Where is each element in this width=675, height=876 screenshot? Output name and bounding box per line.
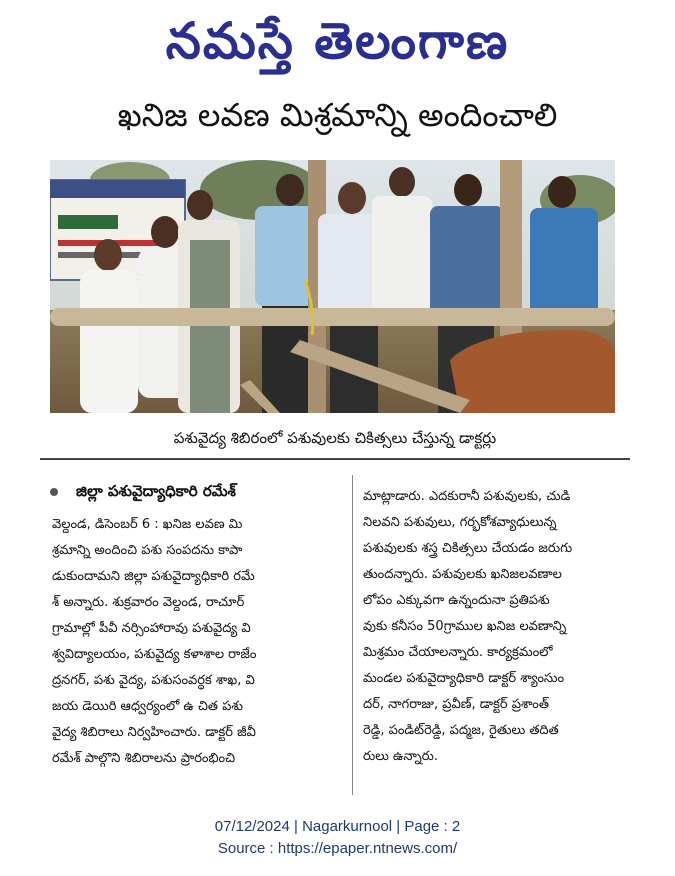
text-line: మాట్లాడారు. ఎదకురానీ పశువులకు, చుడి bbox=[363, 489, 571, 504]
text-line: గ్రామాల్లో పీవీ నర్సింహారావు పశువైద్య వి bbox=[52, 621, 251, 636]
photo-caption: పశువైద్య శిబిరంలో పశువులకు చికిత్సలు చేస్తున్న డాక్టర్లు bbox=[40, 418, 630, 460]
text-line: వెల్దండ, డిసెంబర్ 6 : ఖనిజ లవణ మి bbox=[52, 517, 243, 532]
column-divider bbox=[352, 475, 353, 795]
text-line: మండల పశువైద్యాధికారి డాక్టర్ శ్యాంసుం bbox=[363, 671, 565, 686]
text-line: రులు ఉన్నారు. bbox=[363, 749, 439, 764]
text-line: శ్ అన్నారు. శుక్రవారం వెల్దండ, రాచూర్ bbox=[52, 595, 245, 610]
article-column-right bbox=[363, 484, 635, 770]
footer-date-edition: 07/12/2024 | Nagarkurnool | Page : 2 bbox=[214, 818, 461, 835]
article-subheading bbox=[50, 482, 350, 504]
text-line: రమేశ్ పాల్గొని శిబిరాలను ప్రారంభించి bbox=[52, 751, 236, 766]
wooden-log bbox=[50, 308, 615, 326]
masthead-title: నమస్తే తెలంగాణ bbox=[165, 12, 510, 70]
text-line: దర్, నాగరాజు, ప్రవీణ్, డాక్టర్ ప్రశాంత్ bbox=[363, 697, 550, 712]
text-line: పశువులకు శస్త్ర చికిత్సలు చేయడం జరుగు bbox=[363, 541, 573, 556]
text-line: రెడ్డి, పండిట్‌రెడ్డి, పద్మజ, రైతులు తదిత bbox=[363, 723, 559, 738]
text-line: జయ డెయిరి ఆధ్వర్యంలో ఉ చిత పశు bbox=[52, 699, 244, 714]
text-line: డుకుందామని జిల్లా పశువైద్యాధికారి రమే bbox=[52, 569, 255, 584]
text-line: మిశ్రమం చేయాలన్నారు. కార్యక్రమంలో bbox=[363, 645, 553, 660]
text-line: నిలవని పశువులు, గర్భకోశవ్యాధులున్న bbox=[363, 515, 557, 530]
bullet-icon bbox=[50, 488, 58, 496]
text-line: వైద్య శిబిరాలు నిర్వహించారు. డాక్టర్ జీవీ bbox=[52, 725, 256, 740]
text-line: వుకు కనీసం 50గ్రాముల ఖనిజ లవణాన్ని bbox=[363, 619, 567, 634]
text-line: తుందన్నారు. పశువులకు ఖనిజలవణాల bbox=[363, 567, 562, 582]
text-line: ద్రనగర్, పశు వైద్య, పశుసంవర్ధక శాఖ, వి bbox=[52, 673, 255, 688]
article-photo bbox=[50, 160, 615, 413]
subheading-text: జిల్లా పశువైద్యాధికారి రమేశ్ bbox=[76, 482, 236, 500]
text-line: లోపం ఎక్కువగా ఉన్నందునా ప్రతిపశు bbox=[363, 593, 550, 608]
text-line: శ్వవిద్యాలయం, పశువైద్య కళాశాల రాజేం bbox=[52, 647, 257, 662]
newspaper-masthead bbox=[0, 0, 675, 82]
footer-source: Source : https://epaper.ntnews.com/ bbox=[217, 840, 458, 857]
article-headline: ఖనిజ లవణ మిశ్రమాన్ని అందించాలి bbox=[117, 96, 558, 134]
text-line: శ్రమాన్ని అందించి పశు సంపదను కాపా bbox=[52, 543, 243, 558]
article-column-left bbox=[52, 512, 340, 772]
